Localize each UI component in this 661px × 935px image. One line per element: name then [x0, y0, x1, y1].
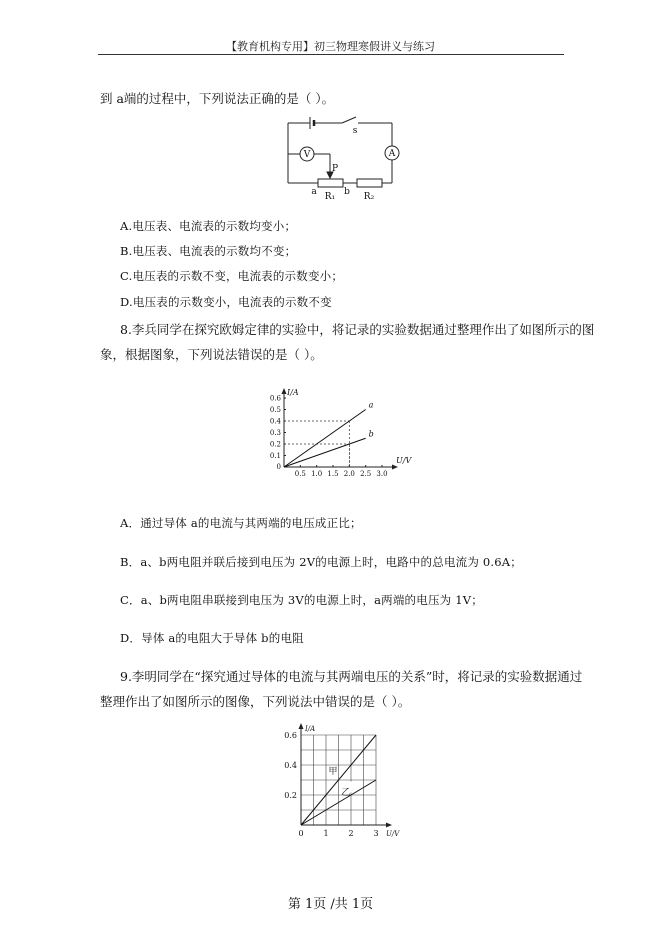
- y-tick-label: 0.2: [284, 791, 297, 800]
- slider-label: P: [331, 164, 339, 174]
- end-a-label: a: [311, 187, 317, 197]
- q7-option-a: A.电压表、电流表的示数均变小；: [120, 219, 297, 233]
- y-tick-label: 0.6: [284, 731, 297, 740]
- origin-label: 0: [276, 463, 281, 471]
- y-tick-label: 0.4: [269, 417, 281, 426]
- q7-option-b: B.电压表、电流表的示数均不变；: [120, 244, 297, 258]
- circuit-diagram: [280, 114, 405, 206]
- series-line-b: [284, 438, 366, 467]
- series-line-a: [284, 410, 366, 468]
- q7-stem: 到 a端的过程中，下列说法正确的是（ ）。: [100, 91, 335, 106]
- r1-label: R₁: [324, 192, 336, 202]
- x-tick-label: 1.0: [311, 470, 323, 478]
- r1-resistor: [318, 179, 343, 187]
- series-label-a: a: [368, 400, 374, 410]
- q8-option-b: B．a、b两电阻并联后接到电压为 2V的电源上时，电路中的总电流为 0.6A；: [120, 555, 522, 569]
- switch-label: s: [352, 126, 358, 136]
- voltmeter-label: V: [303, 150, 311, 160]
- y-tick-label: 0.1: [269, 452, 281, 460]
- x-tick-label: 2.5: [360, 470, 372, 478]
- x-tick-label: 0.5: [294, 470, 306, 478]
- q8-iu-chart: [262, 386, 412, 481]
- x-axis-label: U/V: [386, 830, 400, 838]
- q9-iu-chart: [280, 712, 405, 842]
- series-label-b: b: [368, 429, 374, 439]
- x-axis-arrow: [386, 823, 392, 828]
- end-b-label: b: [344, 187, 350, 197]
- y-axis-label: I/A: [305, 725, 316, 733]
- page-footer: 第 1页 /共 1页: [287, 897, 374, 912]
- y-tick-label: 0.2: [269, 440, 281, 449]
- y-tick-label: 0.5: [269, 406, 281, 414]
- r2-resistor: [357, 179, 382, 187]
- x-tick-label: 3.0: [376, 470, 388, 478]
- page-header: 【教育机构专用】初三物理寒假讲义与练习: [226, 40, 435, 53]
- q8-option-a: A．通过导体 a的电流与其两端的电压成正比；: [120, 516, 362, 530]
- header-rule: [98, 54, 564, 55]
- q7-option-d: D.电压表的示数变小，电流表的示数不变: [120, 295, 332, 309]
- q8-option-c: C．a、b两电阻串联接到电压为 3V的电源上时，a两端的电压为 1V；: [120, 593, 483, 607]
- q8-stem-line2: 象，根据图象，下列说法错误的是（ ）。: [100, 347, 323, 362]
- y-axis-label: I/A: [287, 388, 299, 397]
- series-label-yi: 乙: [341, 788, 351, 798]
- x-tick-label: 0: [298, 829, 304, 838]
- x-tick-label: 2: [348, 829, 354, 838]
- switch-blade: [342, 117, 356, 123]
- x-tick-label: 2.0: [343, 470, 355, 478]
- y-tick-label: 0.3: [269, 429, 281, 437]
- q9-stem-line2: 整理作出了如图所示的图像，下列说法中错误的是（ ）。: [100, 694, 411, 709]
- x-tick-label: 1: [323, 829, 329, 838]
- x-tick-label: 3: [373, 829, 379, 838]
- q7-option-c: C.电压表的示数不变，电流表的示数变小；: [120, 269, 344, 283]
- q9-stem-line1: 9.李明同学在“探究通过导体的电流与其两端电压的关系”时，将记录的实验数据通过: [120, 669, 583, 684]
- q8-option-d: D．导体 a的电阻大于导体 b的电阻: [120, 631, 304, 645]
- q8-stem-line1: 8.李兵同学在探究欧姆定律的实验中，将记录的实验数据通过整理作出了如图所示的图: [120, 322, 595, 337]
- r2-label: R₂: [363, 192, 375, 202]
- x-axis-label: U/V: [396, 456, 412, 465]
- y-axis-arrow: [299, 723, 304, 729]
- y-axis-arrow: [282, 388, 287, 394]
- y-tick-label: 0.6: [269, 394, 281, 403]
- x-axis-arrow: [392, 465, 398, 470]
- series-label-jia: 甲: [328, 767, 338, 777]
- x-tick-label: 1.5: [327, 470, 339, 478]
- y-tick-label: 0.4: [284, 761, 297, 770]
- ammeter-label: A: [388, 149, 396, 159]
